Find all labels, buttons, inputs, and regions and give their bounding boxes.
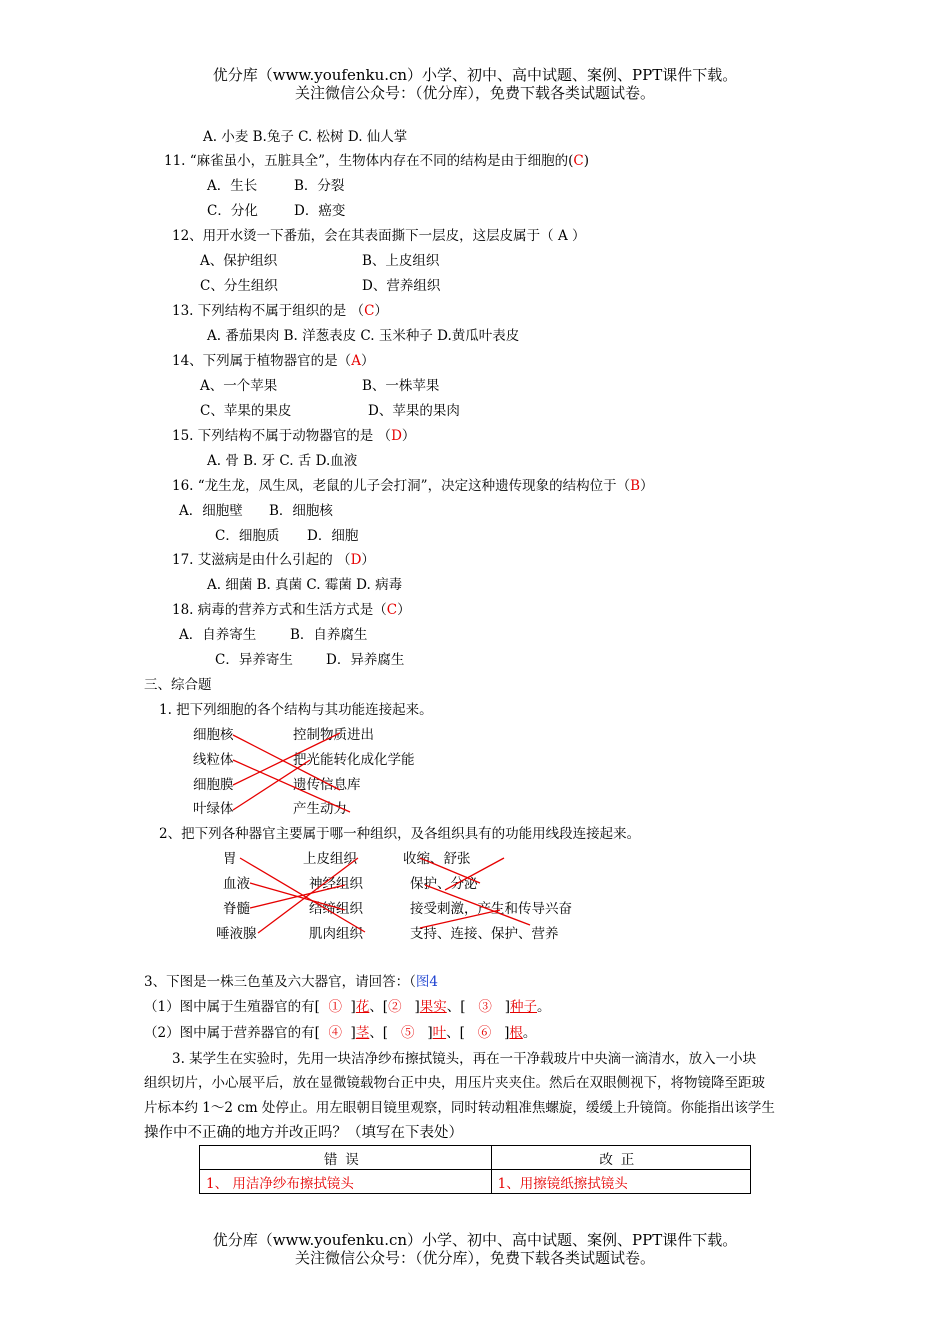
- match1-prompt: 1. 把下列细胞的各个结构与其功能连接起来。: [159, 702, 433, 718]
- q15-stem: 15. 下列结构不属于动物器官的是 （D）: [172, 428, 416, 444]
- col-fix-header: 改正: [491, 1146, 750, 1170]
- match2-organ-3: 脊髓: [223, 901, 250, 917]
- q17-answer: D: [350, 552, 362, 568]
- footer-line-1: 优分库（www.youfenku.cn）小学、初中、高中试题、案例、PPT课件下载。: [212, 1231, 738, 1249]
- match2-function-3: 接受刺激，产生和传导兴奋: [410, 901, 572, 917]
- footer-line-2: 关注微信公众号：（优分库），免费下载各类试题试卷。: [294, 1249, 655, 1267]
- q12-stem: 12、用开水烫一下番茄，会在其表面撕下一层皮，这层皮属于（ A ）: [172, 228, 586, 244]
- q16-opt-c: C．细胞质: [215, 528, 280, 544]
- q16-opt-b: B．细胞核: [269, 503, 333, 519]
- m2-line-gland: [258, 858, 358, 933]
- match1-left-4: 叶绿体: [193, 801, 234, 817]
- q3b-line-3: 片标本约 1～2 cm 处停止。用左眼朝目镜里观察，同时转动粗准焦螺旋，缓缓上升镜筒。你能指出该学生: [144, 1100, 775, 1116]
- section-3-title: 三、综合题: [144, 677, 212, 693]
- q15-answer: D: [391, 428, 402, 444]
- match2-function-1: 收缩、舒张: [403, 851, 471, 867]
- match2-tissue-2: 神经组织: [309, 876, 363, 892]
- q13-options: A. 番茄果肉 B. 洋葱表皮 C. 玉米种子 D.黄瓜叶表皮: [207, 328, 520, 344]
- table-row: [200, 1170, 751, 1194]
- q18-opt-a: A．自养寄生: [179, 627, 257, 643]
- q12-opt-c: C、分生组织: [200, 278, 278, 294]
- q14-answer: A: [351, 353, 361, 369]
- match1-left-3: 细胞膜: [193, 777, 234, 793]
- header-line-1: 优分库（www.youfenku.cn）小学、初中、高中试题、案例、PPT课件下载。: [212, 66, 738, 84]
- q16-answer: B: [630, 478, 640, 494]
- table-header-row: [200, 1146, 751, 1170]
- q16-opt-a: A．细胞壁: [179, 503, 243, 519]
- q3a-part2: （2）图中属于营养器官的有[ ④ ]茎、[ ⑤ ]叶、[ ⑥ ]根。: [144, 1025, 537, 1041]
- match2-tissue-1: 上皮组织: [303, 851, 357, 867]
- q16-stem: 16. “龙生龙，凤生凤，老鼠的儿子会打洞”，决定这种遗传现象的结构位于（B）: [172, 478, 654, 494]
- q18-opt-d: D．异养腐生: [326, 652, 405, 668]
- match2-prompt: 2、把下列各种器官主要属于哪一种组织，及各组织具有的功能用线段连接起来。: [159, 826, 641, 842]
- q18-answer: C: [386, 602, 398, 618]
- q13-answer: C: [364, 303, 375, 319]
- q11-stem: 11. “麻雀虽小，五脏具全”，生物体内存在不同的结构是由于细胞的(C): [164, 153, 589, 169]
- q11-answer: C: [573, 153, 584, 169]
- q11-opt-b: B．分裂: [294, 178, 345, 194]
- m2-line-stomach: [240, 858, 365, 932]
- q3a-part1: （1）图中属于生殖器官的有[ ① ]花、[② ]果实、[ ③ ]种子。: [144, 999, 551, 1015]
- match1-right-1: 控制物质进出: [293, 727, 374, 743]
- q17-options: A. 细菌 B. 真菌 C. 霉菌 D. 病毒: [207, 577, 403, 593]
- q3a-stem: 3、下图是一株三色堇及六大器官，请回答：（图4: [144, 974, 438, 990]
- figure-4-link[interactable]: 图4: [415, 974, 438, 990]
- q12-opt-b: B、上皮组织: [362, 253, 440, 269]
- match1-right-4: 产生动力: [293, 801, 347, 817]
- q14-stem: 14、下列属于植物器官的是（A）: [172, 353, 375, 369]
- match2-organ-2: 血液: [223, 876, 250, 892]
- match2-tissue-3: 结缔组织: [309, 901, 363, 917]
- q11-opt-d: D．癌变: [294, 203, 346, 219]
- row1-error-cell: 1、 用洁净纱布擦拭镜头: [200, 1170, 492, 1194]
- q14-opt-a: A、一个苹果: [200, 378, 278, 394]
- q3b-line-4: 操作中不正确的地方并改正吗？（填写在下表处）: [144, 1125, 463, 1141]
- q16-opt-d: D．细胞: [307, 528, 359, 544]
- q17-stem: 17. 艾滋病是由什么引起的 （D）: [172, 552, 375, 568]
- q11-opt-a: A．生长: [207, 178, 258, 194]
- q15-options: A. 骨 B. 牙 C. 舌 D.血液: [207, 453, 358, 469]
- match1-left-2: 线粒体: [193, 752, 234, 768]
- q12-opt-d: D、营养组织: [362, 278, 441, 294]
- match2-function-2: 保护、分泌: [410, 876, 478, 892]
- match2-organ-4: 唾液腺: [216, 926, 257, 942]
- q18-opt-c: C．异养寄生: [215, 652, 293, 668]
- answer-table: [199, 1145, 751, 1194]
- q18-stem: 18. 病毒的营养方式和生活方式是（C）: [172, 602, 411, 618]
- match2-function-4: 支持、连接、保护、营养: [410, 926, 559, 942]
- q10-options: A. 小麦 B.兔子 C. 松树 D. 仙人掌: [203, 129, 408, 145]
- q3b-line-1: 3. 某学生在实验时，先用一块洁净纱布擦拭镜头，再在一干净载玻片中央滴一滴清水，放入一小块: [172, 1051, 757, 1067]
- match1-right-3: 遗传信息库: [293, 777, 361, 793]
- match1-left-1: 细胞核: [193, 727, 234, 743]
- match1-right-2: 把光能转化成化学能: [293, 752, 415, 768]
- q18-opt-b: B．自养腐生: [290, 627, 368, 643]
- q14-opt-b: B、一株苹果: [362, 378, 440, 394]
- q11-opt-c: C．分化: [207, 203, 258, 219]
- match2-tissue-4: 肌肉组织: [309, 926, 363, 942]
- match2-organ-1: 胃: [223, 851, 237, 867]
- q3b-line-2: 组织切片，小心展平后，放在显微镜载物台正中央，用压片夹夹住。然后在双眼侧视下，将物镜降至距玻: [144, 1075, 765, 1091]
- q13-stem: 13. 下列结构不属于组织的是 （C）: [172, 303, 388, 319]
- q12-opt-a: A、保护组织: [200, 253, 278, 269]
- header-line-2: 关注微信公众号：（优分库），免费下载各类试题试卷。: [294, 84, 655, 102]
- q14-opt-d: D、苹果的果肉: [368, 403, 460, 419]
- q14-opt-c: C、苹果的果皮: [200, 403, 292, 419]
- row1-fix-cell: 1、用擦镜纸擦拭镜头: [491, 1170, 750, 1194]
- col-error-header: 错误: [200, 1146, 492, 1170]
